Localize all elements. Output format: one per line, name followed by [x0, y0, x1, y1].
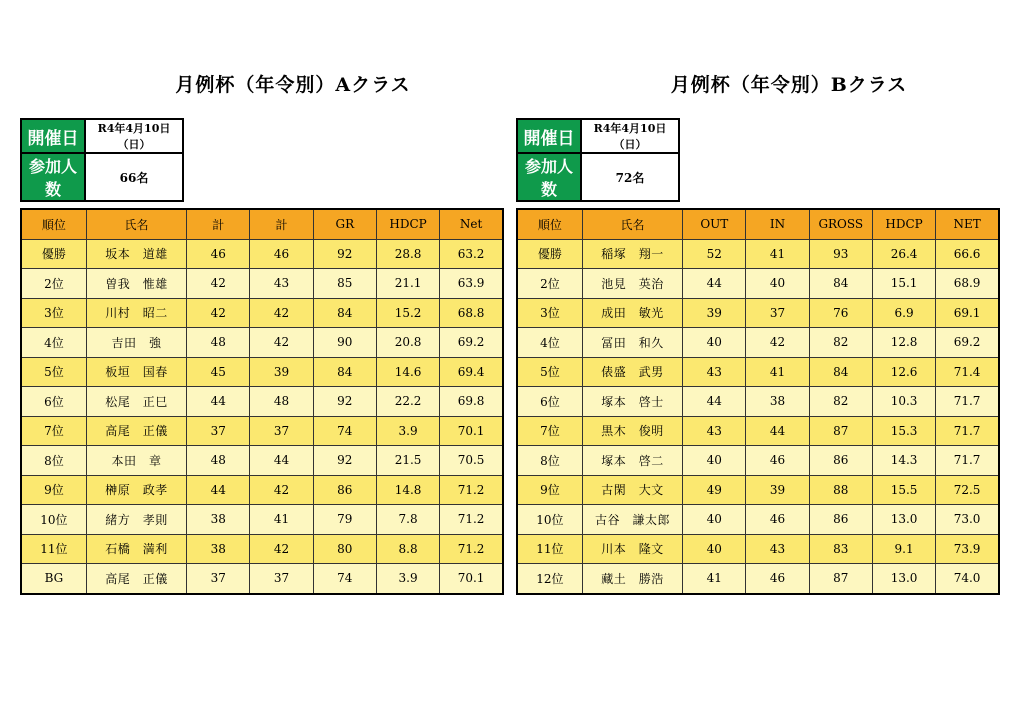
rank-cell: 3位	[21, 298, 86, 328]
in-cell: 42	[250, 534, 313, 564]
out-cell: 44	[187, 475, 250, 505]
in-cell: 44	[746, 416, 809, 446]
rank-cell: 8位	[21, 446, 86, 476]
player-name-cell: 高尾 正儀	[86, 564, 186, 594]
gross-cell: 84	[313, 357, 376, 387]
player-name-cell: 冨田 和久	[582, 328, 682, 358]
header-in: IN	[746, 209, 809, 239]
gross-cell: 79	[313, 505, 376, 535]
in-cell: 42	[250, 475, 313, 505]
class-b-panel	[516, 70, 1002, 595]
table-row	[21, 475, 503, 505]
in-cell: 41	[746, 239, 809, 269]
out-cell: 38	[187, 534, 250, 564]
in-cell: 42	[250, 298, 313, 328]
in-cell: 43	[250, 269, 313, 299]
rank-cell: 4位	[517, 328, 582, 358]
out-cell: 37	[187, 564, 250, 594]
gross-cell: 76	[809, 298, 872, 328]
hdcp-cell: 12.8	[872, 328, 935, 358]
in-cell: 37	[250, 564, 313, 594]
hdcp-cell: 15.1	[872, 269, 935, 299]
table-row	[517, 387, 999, 417]
gross-cell: 86	[809, 505, 872, 535]
hdcp-cell: 21.5	[376, 446, 439, 476]
player-name-cell: 藏土 勝浩	[582, 564, 682, 594]
rank-cell: 3位	[517, 298, 582, 328]
rank-cell: 8位	[517, 446, 582, 476]
player-name-cell: 榊原 政孝	[86, 475, 186, 505]
player-name-cell: 川村 昭二	[86, 298, 186, 328]
header-rank: 順位	[21, 209, 86, 239]
player-name-cell: 俵盛 武男	[582, 357, 682, 387]
table-row	[21, 446, 503, 476]
table-row	[21, 357, 503, 387]
header-name: 氏名	[86, 209, 186, 239]
in-cell: 46	[746, 446, 809, 476]
rank-cell: 7位	[517, 416, 582, 446]
player-name-cell: 高尾 正儀	[86, 416, 186, 446]
hdcp-cell: 22.2	[376, 387, 439, 417]
gross-cell: 85	[313, 269, 376, 299]
out-cell: 40	[683, 505, 746, 535]
in-cell: 37	[746, 298, 809, 328]
out-cell: 43	[683, 357, 746, 387]
rank-cell: 2位	[21, 269, 86, 299]
table-row	[517, 416, 999, 446]
hdcp-cell: 13.0	[872, 564, 935, 594]
hdcp-cell: 3.9	[376, 564, 439, 594]
player-name-cell: 曽我 惟雄	[86, 269, 186, 299]
net-cell: 72.5	[936, 475, 999, 505]
gross-cell: 88	[809, 475, 872, 505]
class-a-results-body	[21, 239, 503, 594]
hdcp-cell: 6.9	[872, 298, 935, 328]
hdcp-cell: 20.8	[376, 328, 439, 358]
player-name-cell: 池見 英治	[582, 269, 682, 299]
date-value: R4年4月10日（日）	[85, 119, 183, 153]
player-name-cell: 坂本 道雄	[86, 239, 186, 269]
net-cell: 69.2	[440, 328, 503, 358]
table-row	[517, 446, 999, 476]
net-cell: 63.9	[440, 269, 503, 299]
rank-cell: 7位	[21, 416, 86, 446]
gross-cell: 93	[809, 239, 872, 269]
rank-cell: 6位	[517, 387, 582, 417]
table-row	[21, 416, 503, 446]
header-name: 氏名	[582, 209, 682, 239]
table-row	[21, 269, 503, 299]
player-name-cell: 石橋 満利	[86, 534, 186, 564]
player-name-cell: 黒木 俊明	[582, 416, 682, 446]
out-cell: 44	[187, 387, 250, 417]
gross-cell: 87	[809, 564, 872, 594]
table-row	[517, 269, 999, 299]
hdcp-cell: 15.5	[872, 475, 935, 505]
gross-cell: 92	[313, 239, 376, 269]
rank-cell: 10位	[21, 505, 86, 535]
date-value: R4年4月10日（日）	[581, 119, 679, 153]
net-cell: 70.5	[440, 446, 503, 476]
header-hdcp: HDCP	[872, 209, 935, 239]
net-cell: 71.7	[936, 446, 999, 476]
class-b-title: 月例杯（年令別）Bクラス	[670, 74, 908, 96]
table-row	[21, 328, 503, 358]
net-cell: 66.6	[936, 239, 999, 269]
table-row	[517, 564, 999, 594]
hdcp-cell: 3.9	[376, 416, 439, 446]
date-label: 開催日	[517, 119, 581, 153]
in-cell: 44	[250, 446, 313, 476]
table-row	[517, 505, 999, 535]
rank-cell: 5位	[517, 357, 582, 387]
player-name-cell: 塚本 啓士	[582, 387, 682, 417]
net-cell: 69.1	[936, 298, 999, 328]
out-cell: 45	[187, 357, 250, 387]
out-cell: 39	[683, 298, 746, 328]
in-cell: 41	[250, 505, 313, 535]
in-cell: 38	[746, 387, 809, 417]
gross-cell: 84	[809, 357, 872, 387]
class-b-results-body	[517, 239, 999, 594]
gross-cell: 87	[809, 416, 872, 446]
out-cell: 40	[683, 328, 746, 358]
player-name-cell: 稲塚 翔一	[582, 239, 682, 269]
player-name-cell: 本田 章	[86, 446, 186, 476]
rank-cell: 9位	[21, 475, 86, 505]
out-cell: 48	[187, 328, 250, 358]
player-name-cell: 吉田 強	[86, 328, 186, 358]
in-cell: 48	[250, 387, 313, 417]
out-cell: 42	[187, 298, 250, 328]
in-cell: 46	[250, 239, 313, 269]
player-name-cell: 川本 隆文	[582, 534, 682, 564]
out-cell: 38	[187, 505, 250, 535]
class-a-title: 月例杯（年令別）Aクラス	[175, 74, 411, 96]
rank-cell: 優勝	[21, 239, 86, 269]
net-cell: 73.0	[936, 505, 999, 535]
class-a-results-table	[20, 208, 504, 595]
gross-cell: 86	[809, 446, 872, 476]
table-row	[517, 534, 999, 564]
net-cell: 69.8	[440, 387, 503, 417]
header-hdcp: HDCP	[376, 209, 439, 239]
net-cell: 71.2	[440, 534, 503, 564]
hdcp-cell: 15.3	[872, 416, 935, 446]
gross-cell: 80	[313, 534, 376, 564]
rank-cell: 11位	[517, 534, 582, 564]
table-row	[21, 505, 503, 535]
header-out: OUT	[683, 209, 746, 239]
hdcp-cell: 13.0	[872, 505, 935, 535]
table-header-row	[21, 209, 503, 239]
in-cell: 46	[746, 564, 809, 594]
in-cell: 37	[250, 416, 313, 446]
rank-cell: 5位	[21, 357, 86, 387]
out-cell: 40	[683, 446, 746, 476]
net-cell: 71.4	[936, 357, 999, 387]
in-cell: 46	[746, 505, 809, 535]
header-out: 計	[187, 209, 250, 239]
net-cell: 63.2	[440, 239, 503, 269]
table-row	[517, 357, 999, 387]
player-name-cell: 古閑 大文	[582, 475, 682, 505]
hdcp-cell: 15.2	[376, 298, 439, 328]
out-cell: 43	[683, 416, 746, 446]
in-cell: 39	[250, 357, 313, 387]
net-cell: 69.2	[936, 328, 999, 358]
rank-cell: 4位	[21, 328, 86, 358]
gross-cell: 86	[313, 475, 376, 505]
class-a-info-table	[20, 118, 184, 202]
header-gross: GROSS	[809, 209, 872, 239]
rank-cell: 10位	[517, 505, 582, 535]
player-name-cell: 緒方 孝則	[86, 505, 186, 535]
class-b-info-table	[516, 118, 680, 202]
hdcp-cell: 21.1	[376, 269, 439, 299]
hdcp-cell: 14.8	[376, 475, 439, 505]
out-cell: 41	[683, 564, 746, 594]
gross-cell: 83	[809, 534, 872, 564]
rank-cell: 6位	[21, 387, 86, 417]
in-cell: 43	[746, 534, 809, 564]
out-cell: 37	[187, 416, 250, 446]
net-cell: 71.7	[936, 387, 999, 417]
net-cell: 68.8	[440, 298, 503, 328]
class-b-results-table	[516, 208, 1000, 595]
hdcp-cell: 8.8	[376, 534, 439, 564]
table-row	[21, 298, 503, 328]
header-net: NET	[936, 209, 999, 239]
hdcp-cell: 14.6	[376, 357, 439, 387]
header-gross: GR	[313, 209, 376, 239]
gross-cell: 90	[313, 328, 376, 358]
participant-count-label: 参加人数	[517, 153, 581, 201]
table-row	[21, 564, 503, 594]
gross-cell: 92	[313, 446, 376, 476]
in-cell: 41	[746, 357, 809, 387]
date-label: 開催日	[21, 119, 85, 153]
hdcp-cell: 28.8	[376, 239, 439, 269]
table-row	[21, 387, 503, 417]
net-cell: 73.9	[936, 534, 999, 564]
table-row	[517, 475, 999, 505]
gross-cell: 82	[809, 387, 872, 417]
rank-cell: 11位	[21, 534, 86, 564]
gross-cell: 82	[809, 328, 872, 358]
hdcp-cell: 9.1	[872, 534, 935, 564]
net-cell: 70.1	[440, 564, 503, 594]
gross-cell: 74	[313, 564, 376, 594]
out-cell: 49	[683, 475, 746, 505]
player-name-cell: 板垣 国春	[86, 357, 186, 387]
out-cell: 48	[187, 446, 250, 476]
rank-cell: 9位	[517, 475, 582, 505]
participant-count-label: 参加人数	[21, 153, 85, 201]
table-row	[21, 534, 503, 564]
out-cell: 44	[683, 387, 746, 417]
out-cell: 44	[683, 269, 746, 299]
player-name-cell: 成田 敏光	[582, 298, 682, 328]
hdcp-cell: 26.4	[872, 239, 935, 269]
hdcp-cell: 7.8	[376, 505, 439, 535]
gross-cell: 84	[313, 298, 376, 328]
participant-count-value: 72名	[581, 153, 679, 201]
player-name-cell: 古谷 謙太郎	[582, 505, 682, 535]
in-cell: 42	[250, 328, 313, 358]
player-name-cell: 松尾 正巳	[86, 387, 186, 417]
net-cell: 74.0	[936, 564, 999, 594]
participant-count-value: 66名	[85, 153, 183, 201]
header-in: 計	[250, 209, 313, 239]
in-cell: 42	[746, 328, 809, 358]
hdcp-cell: 14.3	[872, 446, 935, 476]
in-cell: 40	[746, 269, 809, 299]
header-rank: 順位	[517, 209, 582, 239]
gross-cell: 74	[313, 416, 376, 446]
table-row	[517, 239, 999, 269]
out-cell: 46	[187, 239, 250, 269]
out-cell: 52	[683, 239, 746, 269]
rank-cell: 12位	[517, 564, 582, 594]
table-header-row	[517, 209, 999, 239]
class-a-panel	[20, 70, 506, 595]
table-row	[517, 298, 999, 328]
net-cell: 70.1	[440, 416, 503, 446]
hdcp-cell: 12.6	[872, 357, 935, 387]
net-cell: 71.2	[440, 475, 503, 505]
table-row	[517, 328, 999, 358]
rank-cell: BG	[21, 564, 86, 594]
table-row	[21, 239, 503, 269]
in-cell: 39	[746, 475, 809, 505]
header-net: Net	[440, 209, 503, 239]
net-cell: 69.4	[440, 357, 503, 387]
out-cell: 42	[187, 269, 250, 299]
player-name-cell: 塚本 啓二	[582, 446, 682, 476]
rank-cell: 優勝	[517, 239, 582, 269]
hdcp-cell: 10.3	[872, 387, 935, 417]
net-cell: 68.9	[936, 269, 999, 299]
rank-cell: 2位	[517, 269, 582, 299]
out-cell: 40	[683, 534, 746, 564]
net-cell: 71.2	[440, 505, 503, 535]
gross-cell: 84	[809, 269, 872, 299]
gross-cell: 92	[313, 387, 376, 417]
net-cell: 71.7	[936, 416, 999, 446]
